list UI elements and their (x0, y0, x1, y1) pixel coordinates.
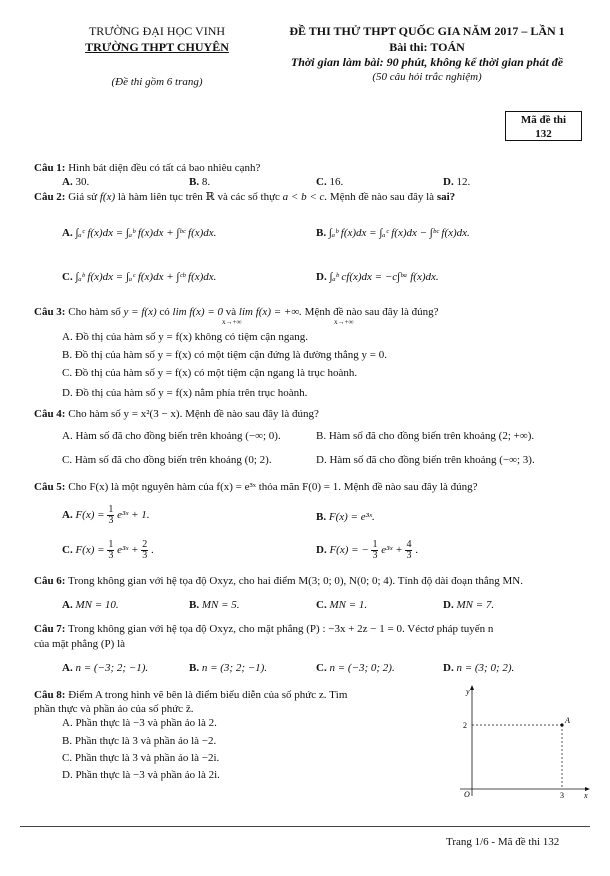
option-label: A. (62, 662, 73, 674)
page-footer: Trang 1/6 - Mã đề thi 132 (446, 836, 560, 848)
pages-note: (Đề thi gồm 6 trang) (111, 76, 203, 88)
option-text: MN = 5. (201, 599, 240, 611)
option-label: B. (189, 176, 200, 188)
option-label: C. (316, 176, 327, 188)
question-text: Trong không gian với hệ tọa độ Oxyz, cho hai điểm M(3; 0; 0), N(0; 0; 4). Tính độ dài đoạn thẳng MN. (68, 575, 523, 587)
question-5 (34, 480, 478, 494)
q5-option-d[interactable] (316, 540, 418, 561)
question-text-d: Mệnh đề nào sau đây là đúng? (304, 306, 439, 318)
question-text: Điểm A trong hình vẽ bên là điểm biểu diễn của số phức z. Tìm (68, 689, 348, 701)
question-text: Hình bát diện đều có tất cả bao nhiêu cạnh? (68, 162, 261, 174)
q1-option-c[interactable] (316, 175, 343, 189)
question-8 (34, 688, 347, 702)
question-text-c: và (225, 306, 237, 318)
option-text: 8. (201, 176, 211, 188)
option-expression: ∫ₐᵇ f(x)dx = ∫ₐᶜ f(x)dx − ∫ᵇᶜ f(x)dx. (328, 227, 470, 239)
fraction (405, 540, 412, 561)
point-a-label: A (565, 716, 570, 725)
option-expression: ∫ₐᵇ f(x)dx = ∫ₐᶜ f(x)dx + ∫ᶜᵇ f(x)dx. (75, 271, 217, 283)
x-tick-label: 3 (560, 791, 564, 799)
q2-option-c[interactable] (62, 270, 216, 284)
question-text-d: Mệnh đề nào sau đây là (329, 191, 435, 203)
fraction (371, 540, 378, 561)
exam-time: Thời gian làm bài: 90 phút, không kể thời gian phát đề (290, 55, 564, 69)
option-label: A. (62, 509, 73, 522)
function-fx: f(x) (99, 191, 116, 203)
option-label: D. (443, 599, 454, 611)
limit-sub-2: x→+∞ (334, 318, 354, 326)
function-y: y = f(x) (123, 306, 157, 318)
question-label: Câu 1: (34, 162, 66, 174)
option-label: D. (443, 176, 454, 188)
option-label: C. (316, 662, 327, 674)
q8-option-b[interactable]: B. Phần thực là 3 và phần ảo là −2. (62, 735, 217, 747)
denominator: 3 (108, 515, 114, 526)
option-label: A. (62, 176, 73, 188)
question-text-c: và các số thực (217, 191, 280, 203)
expr-pre: F(x) = (75, 509, 105, 522)
inequality: a < b < c. (282, 191, 328, 203)
option-label: B. (316, 511, 327, 523)
y-axis-arrow (470, 685, 474, 690)
question-7 (34, 622, 493, 636)
question-2 (34, 190, 455, 204)
q6-option-a[interactable] (62, 598, 119, 612)
question-3 (34, 305, 438, 319)
q2-option-b[interactable] (316, 226, 470, 240)
option-label: C. (316, 599, 327, 611)
option-expression: ∫ₐᵇ cf(x)dx = −c∫ᵇᵃ f(x)dx. (329, 271, 439, 283)
exam-code-label: Mã đề thi (520, 114, 567, 126)
fraction (107, 540, 114, 561)
numerator: 2 (142, 539, 148, 550)
option-text: n = (3; 2; −1). (201, 662, 268, 674)
numerator: 1 (108, 539, 114, 550)
complex-plane-figure (420, 684, 590, 799)
numerator: 1 (108, 504, 114, 515)
q1-option-b[interactable] (189, 175, 210, 189)
q1-option-a[interactable] (62, 175, 89, 189)
q7-option-c[interactable] (316, 661, 395, 675)
q7-option-a[interactable] (62, 661, 148, 675)
denominator: 3 (372, 550, 378, 561)
option-text: MN = 1. (329, 599, 368, 611)
numerator: 4 (406, 539, 412, 550)
q6-option-b[interactable] (189, 598, 240, 612)
exam-code-value: 132 (535, 128, 552, 140)
option-label: B. (316, 227, 327, 239)
limit-1: lim f(x) = 0 (172, 306, 224, 318)
question-text: Trong không gian với hệ tọa độ Oxyz, cho mặt phẳng (P) : −3x + 2z − 1 = 0. Véctơ pháp tuyến n (68, 623, 494, 635)
q7-option-b[interactable] (189, 661, 267, 675)
x-axis-label: x (584, 791, 588, 799)
limit-2: lim f(x) = +∞. (238, 306, 302, 318)
real-numbers-symbol: ℝ (205, 191, 215, 203)
q6-option-d[interactable] (443, 598, 494, 612)
expr-mid: e³ˣ + (117, 544, 139, 557)
expr-pre: F(x) = − (329, 544, 369, 557)
q1-option-d[interactable] (443, 175, 470, 189)
q3-option-d[interactable]: D. Đồ thị của hàm số y = f(x) nằm phía trên trục hoành. (62, 387, 308, 399)
expr-end: . (151, 544, 154, 557)
option-text: 16. (329, 176, 344, 188)
q4-option-a[interactable]: A. Hàm số đã cho đồng biến trên khoảng (−∞; 0). (62, 430, 281, 442)
question-label: Câu 4: (34, 408, 66, 420)
q2-option-d[interactable] (316, 270, 439, 284)
option-label: D. (316, 271, 327, 283)
option-expression: F(x) = e³ˣ. (328, 511, 375, 523)
question-label: Câu 3: (34, 306, 66, 318)
option-label: B. (189, 599, 200, 611)
keyword-sai: sai? (436, 191, 456, 203)
q4-option-b[interactable]: B. Hàm số đã cho đồng biến trên khoảng (2; +∞). (316, 430, 535, 442)
option-label: C. (62, 544, 73, 557)
q8-option-d[interactable]: D. Phần thực là −3 và phần ảo là 2i. (62, 769, 220, 781)
q3-option-a[interactable]: A. Đồ thị của hàm số y = f(x) không có tiệm cận ngang. (62, 331, 309, 343)
origin-label: O (464, 790, 470, 799)
exam-code-box (505, 111, 582, 141)
q7-option-d[interactable] (443, 661, 514, 675)
high-school-name: TRƯỜNG THPT CHUYÊN (85, 40, 229, 54)
question-7-cont: của mặt phẳng (P) là (34, 638, 126, 650)
q6-option-c[interactable] (316, 598, 367, 612)
question-label: Câu 7: (34, 623, 66, 635)
q4-option-d[interactable]: D. Hàm số đã cho đồng biến trên khoảng (−∞; 3). (316, 454, 535, 466)
expr-end: . (415, 544, 418, 557)
limit-sub-1: x→+∞ (222, 318, 242, 326)
option-label: A. (62, 227, 73, 239)
question-label: Câu 2: (34, 191, 66, 203)
q3-option-b[interactable]: B. Đồ thị của hàm số y = f(x) có một tiệm cận đứng là đường thẳng y = 0. (62, 349, 387, 361)
questions-note: (50 câu hỏi trắc nghiệm) (372, 71, 482, 83)
y-tick-label: 2 (463, 721, 467, 730)
question-label: Câu 8: (34, 689, 66, 701)
question-1 (34, 161, 260, 175)
question-text: Cho hàm số y = x²(3 − x). Mệnh đề nào sau đây là đúng? (68, 408, 319, 420)
subject: Bài thi: TOÁN (389, 40, 465, 54)
question-label: Câu 6: (34, 575, 66, 587)
point-a (560, 723, 563, 726)
option-text: 30. (75, 176, 90, 188)
q5-option-c[interactable] (62, 540, 154, 561)
expr-mid: e³ˣ + (381, 544, 403, 557)
denominator: 3 (406, 550, 412, 561)
option-text: 12. (456, 176, 471, 188)
q5-option-b[interactable] (316, 511, 375, 523)
option-label: B. (189, 662, 200, 674)
footer-divider (20, 826, 590, 827)
denominator: 3 (142, 550, 148, 561)
y-axis-label: y (466, 687, 470, 696)
question-label: Câu 5: (34, 481, 66, 493)
option-label: C. (62, 271, 73, 283)
option-label: D. (316, 544, 327, 557)
question-text: Cho F(x) là một nguyên hàm của f(x) = e³ˣ thỏa mãn F(0) = 1. Mệnh đề nào sau đây là đúng? (68, 481, 478, 493)
option-text: n = (3; 0; 2). (456, 662, 515, 674)
denominator: 3 (108, 550, 114, 561)
option-expression: ∫ₐᶜ f(x)dx = ∫ₐᵇ f(x)dx + ∫ᵇᶜ f(x)dx. (75, 227, 217, 239)
option-text: n = (−3; 2; −1). (75, 662, 149, 674)
option-text: n = (−3; 0; 2). (329, 662, 395, 674)
q8-option-c[interactable]: C. Phần thực là 3 và phần ảo là −2i. (62, 752, 220, 764)
q5-option-a[interactable] (62, 505, 150, 526)
q3-option-c[interactable]: C. Đồ thị của hàm số y = f(x) có một tiệm cận ngang là trục hoành. (62, 367, 358, 379)
fraction (107, 505, 114, 526)
question-6 (34, 574, 523, 588)
q2-option-a[interactable] (62, 226, 216, 240)
question-text-b: là hàm liên tục trên (117, 191, 203, 203)
expr-post: e³ˣ + 1. (117, 509, 150, 522)
expr-pre: F(x) = (75, 544, 105, 557)
exam-title: ĐỀ THI THỬ THPT QUỐC GIA NĂM 2017 – LẦN 1 (289, 24, 565, 38)
school-name: TRƯỜNG ĐẠI HỌC VINH (88, 24, 226, 38)
option-label: D. (443, 662, 454, 674)
option-label: A. (62, 599, 73, 611)
question-text-a: Cho hàm số (68, 306, 121, 318)
question-4 (34, 407, 319, 421)
numerator: 1 (372, 539, 378, 550)
option-text: MN = 7. (456, 599, 495, 611)
fraction (141, 540, 148, 561)
question-text-b: có (159, 306, 170, 318)
question-text-a: Giả sử (68, 191, 98, 203)
option-text: MN = 10. (75, 599, 119, 611)
q4-option-c[interactable]: C. Hàm số đã cho đồng biến trên khoảng (0; 2). (62, 454, 272, 466)
q8-option-a[interactable]: A. Phần thực là −3 và phần ảo là 2. (62, 717, 217, 729)
question-8-cont: phần thực và phần ảo của số phức z̄. (34, 703, 194, 715)
